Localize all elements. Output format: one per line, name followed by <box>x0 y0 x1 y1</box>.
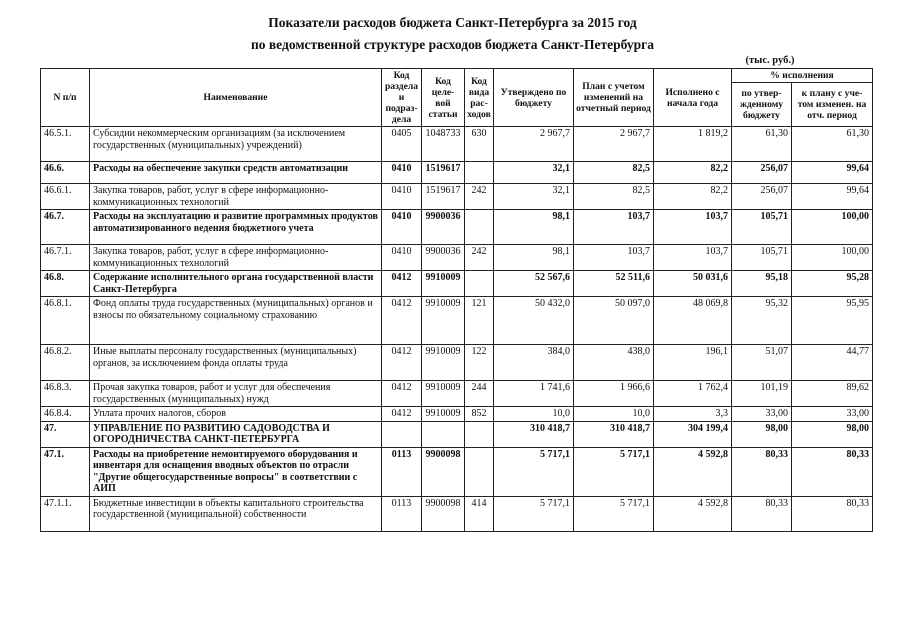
row-section-code: 0410 <box>382 162 422 184</box>
row-pct-plan: 95,95 <box>792 297 873 345</box>
row-type-code: 630 <box>465 127 494 162</box>
row-type-code: 242 <box>465 184 494 210</box>
row-approved: 1 741,6 <box>494 381 574 407</box>
row-pct-plan: 99,64 <box>792 184 873 210</box>
row-pct-plan: 80,33 <box>792 447 873 496</box>
table-row <box>41 381 873 407</box>
row-executed: 103,7 <box>654 245 732 271</box>
row-number: 46.8.3. <box>41 381 90 407</box>
row-pct-approved: 33,00 <box>732 407 792 422</box>
row-section-code <box>382 421 422 447</box>
row-approved: 5 717,1 <box>494 447 574 496</box>
row-section-code: 0410 <box>382 245 422 271</box>
row-number: 46.8.1. <box>41 297 90 345</box>
row-number: 46.8.4. <box>41 407 90 422</box>
row-plan: 82,5 <box>574 184 654 210</box>
row-name: Закупка товаров, работ, услуг в сфере информационно-коммуникационных технологий <box>90 184 382 210</box>
row-section-code: 0113 <box>382 447 422 496</box>
header-section-code: Код раздела и подраз-дела <box>382 69 422 127</box>
table-row <box>41 447 873 496</box>
row-plan: 310 418,7 <box>574 421 654 447</box>
row-pct-approved: 51,07 <box>732 345 792 381</box>
table-row <box>41 184 873 210</box>
row-section-code: 0405 <box>382 127 422 162</box>
row-type-code: 121 <box>465 297 494 345</box>
row-section-code: 0410 <box>382 184 422 210</box>
row-pct-approved: 95,18 <box>732 271 792 297</box>
row-pct-approved: 101,19 <box>732 381 792 407</box>
row-plan: 103,7 <box>574 210 654 245</box>
row-target-code: 9910009 <box>422 297 465 345</box>
row-number: 46.7. <box>41 210 90 245</box>
row-type-code <box>465 210 494 245</box>
row-type-code: 414 <box>465 496 494 531</box>
row-type-code: 852 <box>465 407 494 422</box>
row-target-code: 9900036 <box>422 210 465 245</box>
row-target-code: 9900098 <box>422 447 465 496</box>
row-executed: 82,2 <box>654 184 732 210</box>
row-plan: 52 511,6 <box>574 271 654 297</box>
row-plan: 10,0 <box>574 407 654 422</box>
row-pct-approved: 95,32 <box>732 297 792 345</box>
row-name: Субсидии некоммерческим организациям (за исключением государственных (муниципальных) учреждений) <box>90 127 382 162</box>
row-target-code <box>422 421 465 447</box>
row-pct-approved: 256,07 <box>732 184 792 210</box>
table-row <box>41 297 873 345</box>
row-pct-plan: 99,64 <box>792 162 873 184</box>
row-plan: 50 097,0 <box>574 297 654 345</box>
row-executed: 1 819,2 <box>654 127 732 162</box>
header-target-code: Код целе-вой статьи <box>422 69 465 127</box>
row-name: Уплата прочих налогов, сборов <box>90 407 382 422</box>
row-name: Фонд оплаты труда государственных (муниципальных) органов и взносы по обязательному социальному страхованию <box>90 297 382 345</box>
row-target-code: 1519617 <box>422 184 465 210</box>
row-plan: 103,7 <box>574 245 654 271</box>
row-pct-plan: 44,77 <box>792 345 873 381</box>
row-number: 47. <box>41 421 90 447</box>
row-plan: 1 966,6 <box>574 381 654 407</box>
row-number: 46.6. <box>41 162 90 184</box>
header-pct-approved: по утвер-жденному бюджету <box>732 83 792 127</box>
row-name: Расходы на приобретение немонтируемого оборудования и инвентаря для оснащения вводных объектов по отрасли "Другие общегосударственные вопросы" в соответствии с АИП <box>90 447 382 496</box>
row-pct-approved: 105,71 <box>732 245 792 271</box>
row-target-code: 9900036 <box>422 245 465 271</box>
row-target-code: 9910009 <box>422 345 465 381</box>
table-row <box>41 210 873 245</box>
row-approved: 32,1 <box>494 162 574 184</box>
row-executed: 3,3 <box>654 407 732 422</box>
row-plan: 5 717,1 <box>574 496 654 531</box>
units-label: (тыс. руб.) <box>745 55 795 66</box>
row-approved: 52 567,6 <box>494 271 574 297</box>
row-section-code: 0412 <box>382 407 422 422</box>
row-number: 47.1. <box>41 447 90 496</box>
row-plan: 5 717,1 <box>574 447 654 496</box>
row-name: Расходы на обеспечение закупки средств автоматизации <box>90 162 382 184</box>
row-pct-plan: 89,62 <box>792 381 873 407</box>
row-name: Иные выплаты персоналу государственных (муниципальных) органов, за исключением фонда оплаты труда <box>90 345 382 381</box>
row-pct-approved: 98,00 <box>732 421 792 447</box>
row-executed: 304 199,4 <box>654 421 732 447</box>
row-type-code <box>465 421 494 447</box>
row-executed: 103,7 <box>654 210 732 245</box>
table-row <box>41 162 873 184</box>
row-type-code: 122 <box>465 345 494 381</box>
row-number: 47.1.1. <box>41 496 90 531</box>
table-row <box>41 407 873 422</box>
row-pct-approved: 80,33 <box>732 496 792 531</box>
row-target-code: 9900098 <box>422 496 465 531</box>
row-approved: 50 432,0 <box>494 297 574 345</box>
row-section-code: 0412 <box>382 345 422 381</box>
row-number: 46.7.1. <box>41 245 90 271</box>
row-executed: 196,1 <box>654 345 732 381</box>
row-name: Расходы на эксплуатацию и развитие программных продуктов автоматизированного ведения бюджетного учета <box>90 210 382 245</box>
row-approved: 2 967,7 <box>494 127 574 162</box>
row-approved: 310 418,7 <box>494 421 574 447</box>
header-pct-plan: к плану с уче-том изменен. на отч. период <box>792 83 873 127</box>
row-type-code <box>465 162 494 184</box>
row-pct-plan: 61,30 <box>792 127 873 162</box>
budget-table <box>40 68 873 532</box>
document-title: Показатели расходов бюджета Санкт-Петербурга за 2015 год <box>268 15 637 30</box>
document-subtitle: по ведомственной структуре расходов бюджета Санкт-Петербурга <box>250 37 655 52</box>
row-pct-plan: 80,33 <box>792 496 873 531</box>
row-plan: 82,5 <box>574 162 654 184</box>
row-executed: 82,2 <box>654 162 732 184</box>
table-body <box>41 127 873 532</box>
row-pct-approved: 256,07 <box>732 162 792 184</box>
row-section-code: 0412 <box>382 381 422 407</box>
row-name: Прочая закупка товаров, работ и услуг для обеспечения государственных (муниципальных) нужд <box>90 381 382 407</box>
header-plan: План с учетом изменений на отчетный период <box>574 69 654 127</box>
table-row <box>41 421 873 447</box>
row-target-code: 9910009 <box>422 381 465 407</box>
row-executed: 50 031,6 <box>654 271 732 297</box>
row-type-code <box>465 271 494 297</box>
row-section-code: 0412 <box>382 297 422 345</box>
row-approved: 98,1 <box>494 245 574 271</box>
row-target-code: 1519617 <box>422 162 465 184</box>
row-approved: 10,0 <box>494 407 574 422</box>
row-pct-approved: 105,71 <box>732 210 792 245</box>
row-executed: 48 069,8 <box>654 297 732 345</box>
table-row <box>41 245 873 271</box>
row-pct-plan: 100,00 <box>792 245 873 271</box>
header-approved: Утверждено по бюджету <box>494 69 574 127</box>
row-executed: 1 762,4 <box>654 381 732 407</box>
row-section-code: 0113 <box>382 496 422 531</box>
header-executed: Исполнено с начала года <box>654 69 732 127</box>
row-number: 46.8. <box>41 271 90 297</box>
header-pct-group: % исполнения <box>732 69 873 83</box>
row-number: 46.5.1. <box>41 127 90 162</box>
row-pct-plan: 100,00 <box>792 210 873 245</box>
row-executed: 4 592,8 <box>654 447 732 496</box>
row-target-code: 9910009 <box>422 271 465 297</box>
table-row <box>41 345 873 381</box>
row-target-code: 1048733 <box>422 127 465 162</box>
row-name: УПРАВЛЕНИЕ ПО РАЗВИТИЮ САДОВОДСТВА И ОГОРОДНИЧЕСТВА САНКТ-ПЕТЕРБУРГА <box>90 421 382 447</box>
table-row <box>41 271 873 297</box>
row-pct-plan: 95,28 <box>792 271 873 297</box>
row-pct-approved: 80,33 <box>732 447 792 496</box>
row-approved: 32,1 <box>494 184 574 210</box>
row-name: Закупка товаров, работ, услуг в сфере информационно-коммуникационных технологий <box>90 245 382 271</box>
row-executed: 4 592,8 <box>654 496 732 531</box>
row-section-code: 0410 <box>382 210 422 245</box>
row-type-code <box>465 447 494 496</box>
table-row <box>41 496 873 531</box>
row-approved: 5 717,1 <box>494 496 574 531</box>
row-name: Содержание исполнительного органа государственной власти Санкт-Петербурга <box>90 271 382 297</box>
table-row <box>41 127 873 162</box>
header-type-code: Код вида рас-ходов <box>465 69 494 127</box>
row-name: Бюджетные инвестиции в объекты капитального строительства государственной (муниципальной) собственности <box>90 496 382 531</box>
header-num: N п/п <box>41 69 90 127</box>
row-pct-approved: 61,30 <box>732 127 792 162</box>
row-plan: 438,0 <box>574 345 654 381</box>
row-target-code: 9910009 <box>422 407 465 422</box>
row-type-code: 244 <box>465 381 494 407</box>
row-number: 46.6.1. <box>41 184 90 210</box>
row-pct-plan: 33,00 <box>792 407 873 422</box>
row-section-code: 0412 <box>382 271 422 297</box>
header-name: Наименование <box>90 69 382 127</box>
row-plan: 2 967,7 <box>574 127 654 162</box>
row-number: 46.8.2. <box>41 345 90 381</box>
row-approved: 98,1 <box>494 210 574 245</box>
row-type-code: 242 <box>465 245 494 271</box>
row-approved: 384,0 <box>494 345 574 381</box>
row-pct-plan: 98,00 <box>792 421 873 447</box>
